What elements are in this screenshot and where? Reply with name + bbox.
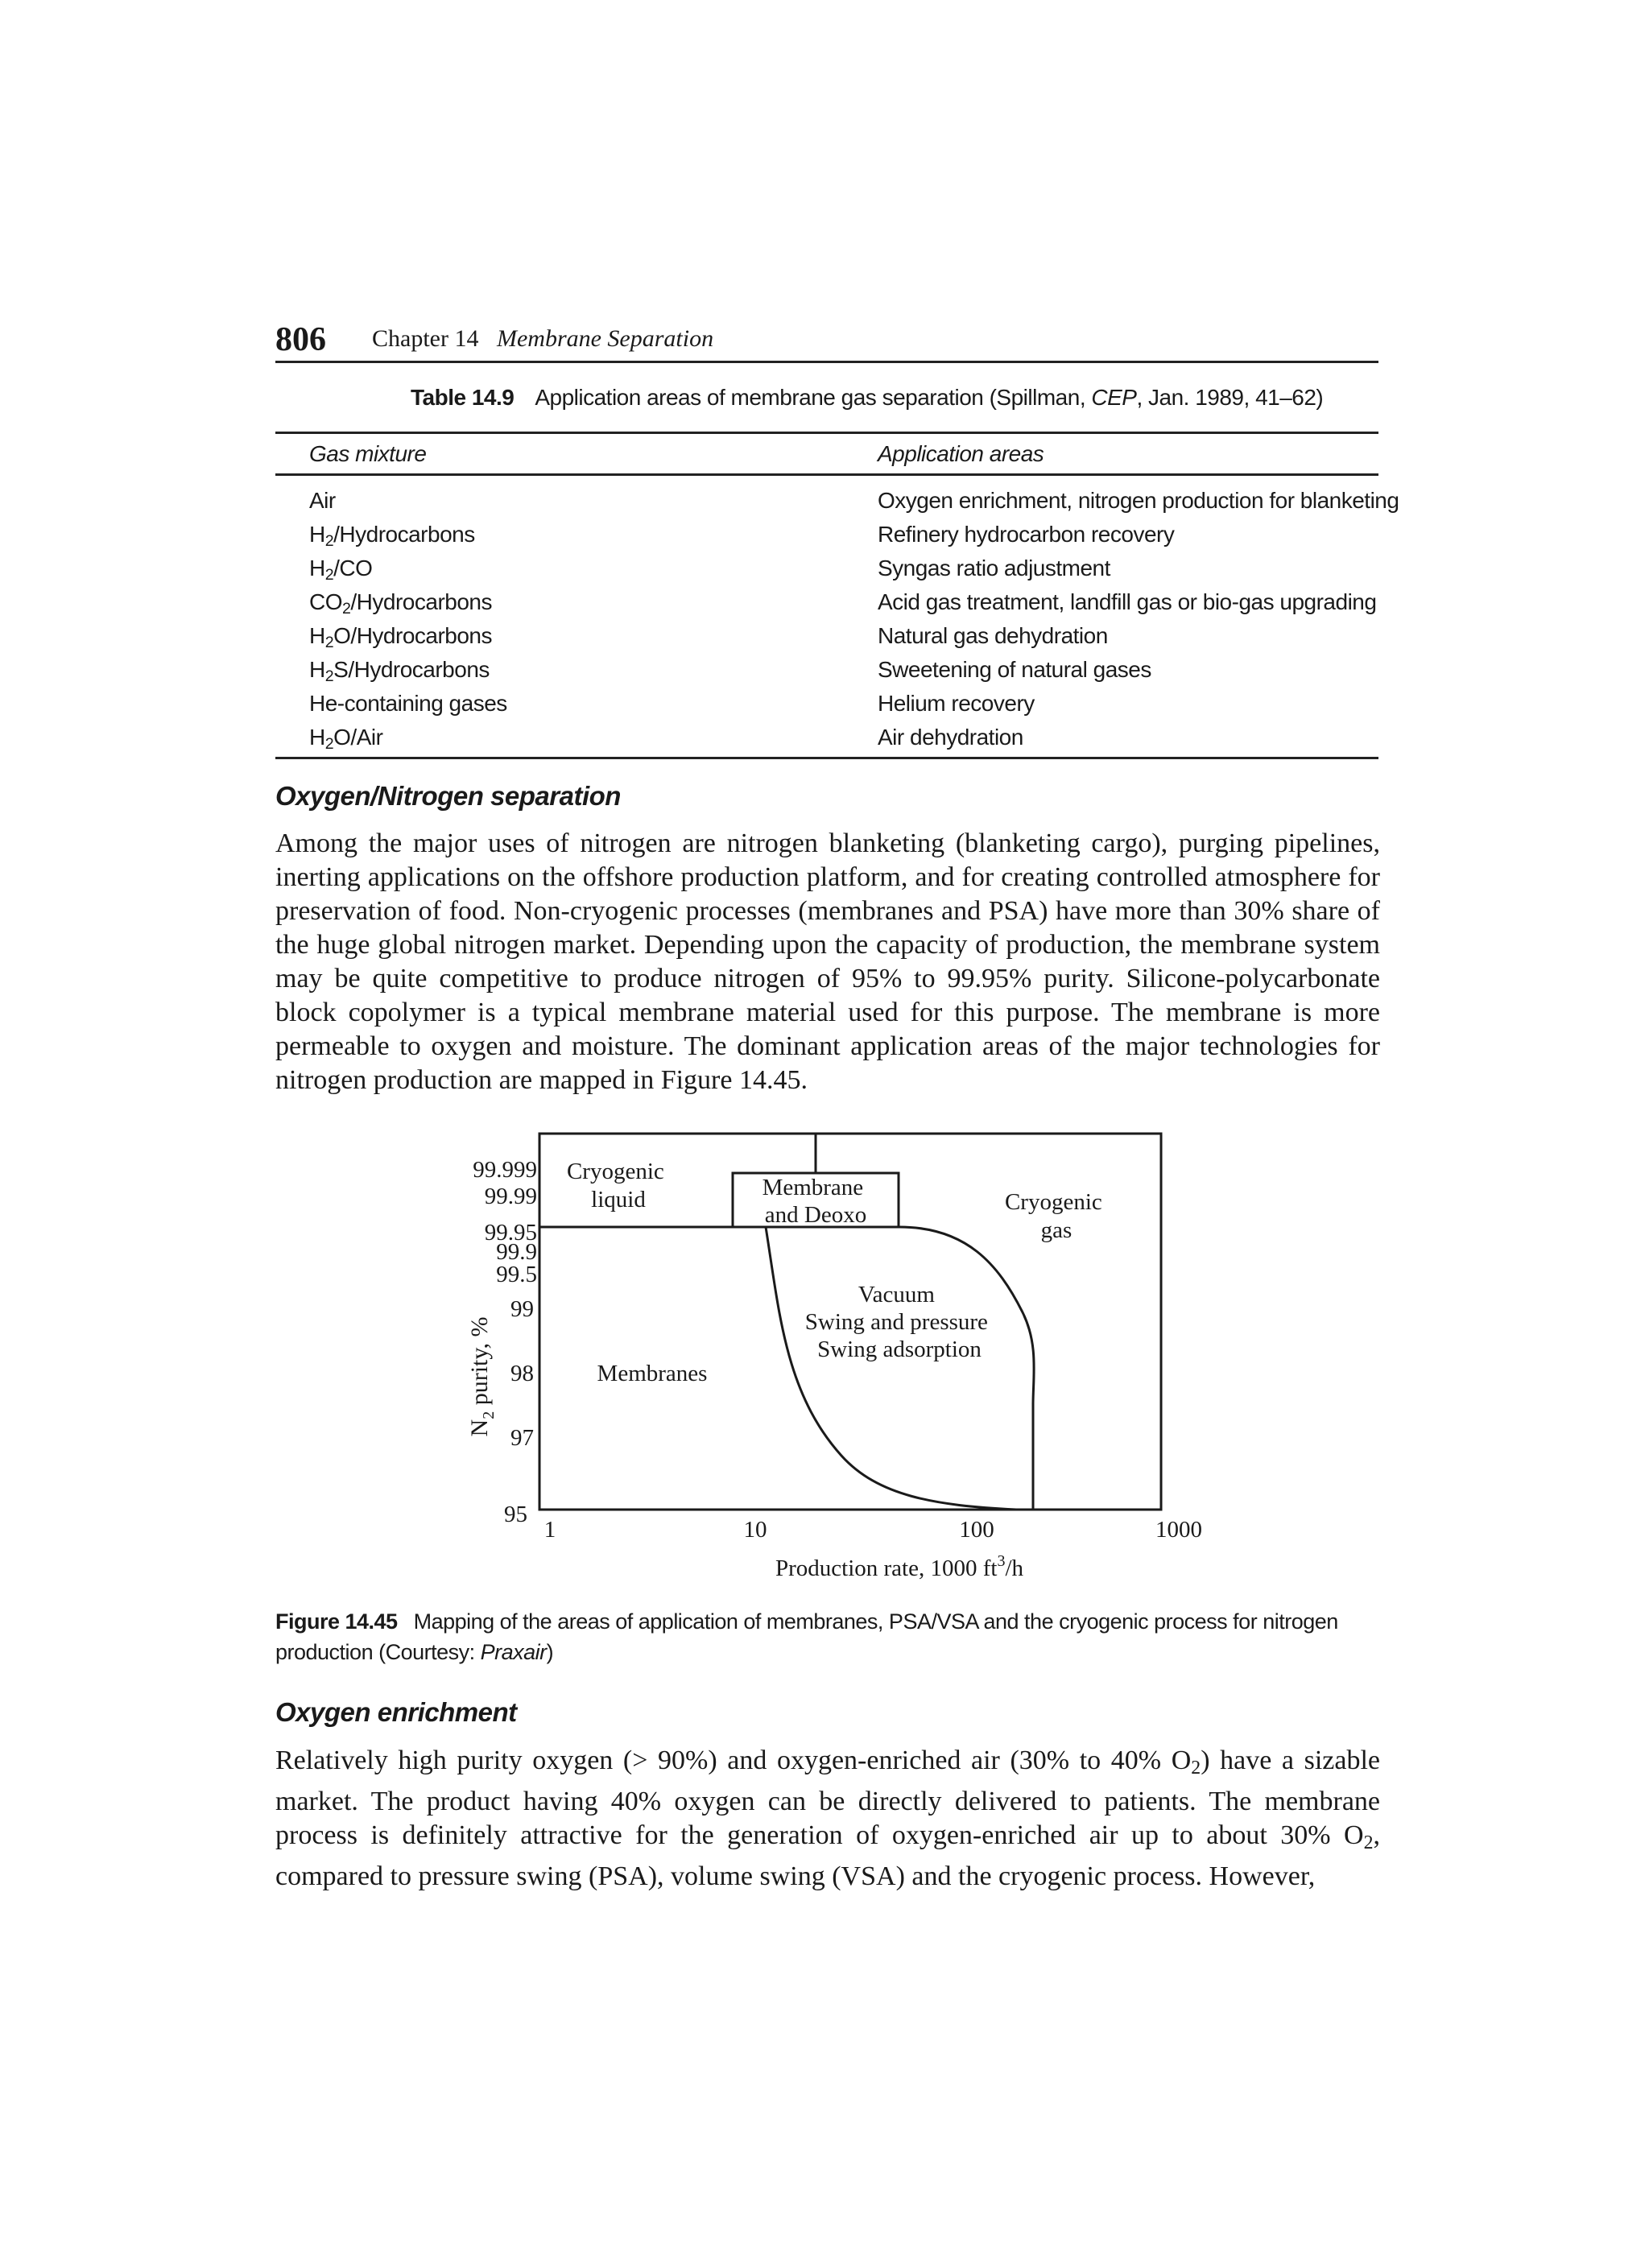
- section-paragraph-oxygen-enrichment: Relatively high purity oxygen (> 90%) and oxygen-enriched air (30% to 40% $O_2$) have a sizable market. The product having 40% oxygen can be directly delivered to patients. The membrane process is definitely attractive for the generation of oxygen-enriched air up to about 30% $O_2$, compared to pressure swing (PSA), volume swing (VSA) and the cryogenic process. However,: [275, 1745, 1380, 1891]
- table-row-gas: $H_2$/Hydrocarbons: [309, 522, 475, 550]
- figure-label: Figure 14.45: [275, 1609, 398, 1634]
- x-tick-label: 1: [543, 1517, 556, 1543]
- y-axis-title: $N_2$ purity, %: [466, 1316, 498, 1437]
- x-tick-label: 10: [743, 1517, 767, 1543]
- boundary-vsa-cryogenic-gas: [899, 1227, 1034, 1510]
- section-heading-oxygen-enrichment: Oxygen enrichment: [275, 1697, 517, 1727]
- page-number: 806: [275, 321, 326, 358]
- section-heading-oxygen-nitrogen: Oxygen/Nitrogen separation: [275, 781, 621, 811]
- table-row-app: Syngas ratio adjustment: [878, 556, 1110, 580]
- region-label-cryogenic-gas: Cryogenic gas: [1004, 1189, 1102, 1243]
- table-row-app: Oxygen enrichment, nitrogen production for blanketing: [878, 488, 1399, 513]
- x-tick-label: 100: [959, 1517, 994, 1543]
- y-tick-label: 99.99: [484, 1184, 537, 1209]
- table-row-app: Helium recovery: [878, 691, 1035, 716]
- table-row-gas: $H_2O$/Hydrocarbons: [309, 623, 493, 651]
- y-tick-label: 95: [504, 1502, 527, 1527]
- table-caption-post: , Jan. 1989, 41–62): [1136, 385, 1324, 410]
- chapter-label: Chapter 14: [372, 325, 479, 352]
- table-row-gas: $H_2/CO$: [309, 556, 373, 584]
- figure-courtesy: Praxair: [480, 1640, 547, 1664]
- table-row-app: Natural gas dehydration: [878, 623, 1108, 648]
- table-caption-journal: CEP: [1091, 385, 1137, 410]
- region-label-membrane-deoxo: Membrane and Deoxo: [762, 1175, 867, 1228]
- boundary-membranes-vsa: [766, 1227, 1016, 1510]
- y-tick-label: 99.95: [484, 1220, 537, 1246]
- section-paragraph-oxygen-nitrogen: Among the major uses of nitrogen are nitrogen blanketing (blanketing cargo), purging pipelines, inerting applications on the offshore production platform, and for creating controlled atmosphere for preservation of food. Non-cryogenic processes (membranes and PSA) have more than 30% share of the huge global nitrogen market. Depending upon the capacity of production, the membrane system may be quite competitive to produce nitrogen of 95% to 99.95% purity. Silicone-polycarbonate block copolymer is a typical membrane material used for this purpose. The membrane is more permeable to oxygen and moisture. The dominant application areas of the major technologies for nitrogen production are mapped in Figure 14.45.: [275, 828, 1380, 1095]
- y-tick-label: 97: [510, 1425, 534, 1451]
- table-row-app: Acid gas treatment, landfill gas or bio-gas upgrading: [878, 589, 1377, 614]
- table-row-gas: $CO_2$/Hydrocarbons: [309, 589, 492, 618]
- table-header-app: Application areas: [878, 441, 1044, 466]
- table-row-app: Refinery hydrocarbon recovery: [878, 522, 1175, 547]
- y-tick-label: 99.999: [473, 1157, 537, 1183]
- region-label-cryogenic-liquid: Cryogenic liquid: [566, 1159, 664, 1212]
- chapter-title: Membrane Separation: [496, 325, 714, 352]
- table-label: Table 14.9: [411, 385, 515, 410]
- y-tick-label: 99: [510, 1296, 534, 1322]
- figure-caption-text: Mapping of the areas of application of membranes, PSA/VSA and the cryogenic process for nitrogen production (Courtesy:: [275, 1609, 1338, 1664]
- table-row-gas: $H_2O$/Air: [309, 725, 383, 753]
- y-tick-label: 98: [510, 1361, 534, 1386]
- table-caption-pre: Application areas of membrane gas separation (Spillman,: [535, 385, 1092, 410]
- table-row-app: Air dehydration: [878, 725, 1023, 750]
- region-label-membranes: Membranes: [597, 1361, 708, 1386]
- region-label-vsa-psa: Vacuum Swing and pressure Swing adsorption: [804, 1282, 988, 1362]
- table-row-gas: He-containing gases: [309, 691, 507, 716]
- y-tick-label: 99.5: [496, 1262, 537, 1287]
- table-row-gas: Air: [309, 488, 336, 513]
- table-header-gas: Gas mixture: [309, 441, 427, 466]
- table-row-gas: $H_2S$/Hydrocarbons: [309, 657, 490, 685]
- y-tick-label: 99.9: [496, 1239, 537, 1265]
- table-row-app: Sweetening of natural gases: [878, 657, 1151, 682]
- x-axis-title: Production rate, 1000 $ft^3/h$: [775, 1552, 1024, 1581]
- x-tick-label: 1000: [1155, 1517, 1202, 1543]
- figure-caption: Figure 14.45 Mapping of the areas of application of membranes, PSA/VSA and the cryogenic process for nitrogen production (Courtesy: Praxair): [275, 1609, 1338, 1664]
